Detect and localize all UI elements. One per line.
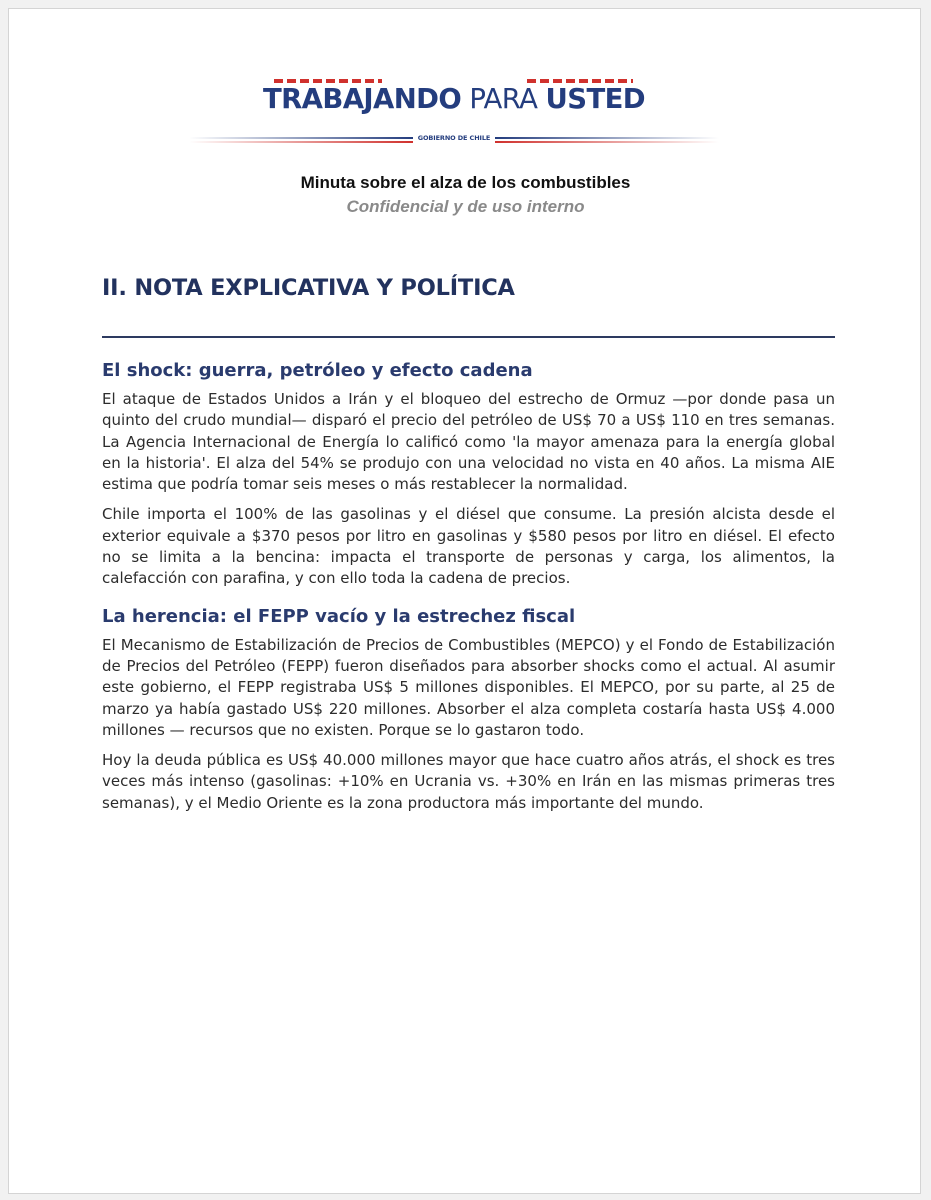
- logo-line-red-left: [189, 141, 413, 143]
- section-herencia: [102, 604, 835, 814]
- paragraph: Chile importa el 100% de las gasolinas y el diésel que consume. La presión alcista desde el exterior equivale a $370 pesos por litro en gasolinas y $580 pesos por litro en diésel. El efecto no se limita a la bencina: impacta el transporte de personas y carga, los alimentos, la calefacción con parafina, y con ello toda la cadena de precios.: [102, 505, 835, 588]
- logo-line-blue-left: [189, 137, 413, 139]
- logo-word-2: PARA: [469, 83, 538, 115]
- logo-title: [189, 83, 719, 115]
- section-heading: La herencia: el FEPP vacío y la estrechez fiscal: [102, 605, 576, 627]
- section-divider: [102, 336, 835, 338]
- paragraph: Hoy la deuda pública es US$ 40.000 millones mayor que hace cuatro años atrás, el shock es tres veces más intenso (gasolinas: +10% en Ucrania vs. +30% en Irán en las mismas primeras tres semanas), y el Medio Oriente es la zona productora más importante del mundo.: [102, 751, 835, 812]
- logo-word-1: TRABAJANDO: [262, 83, 462, 115]
- government-label: GOBIERNO DE CHILE: [417, 134, 491, 142]
- paragraph: El Mecanismo de Estabilización de Precios de Combustibles (MEPCO) y el Fondo de Estabilización de Precios del Petróleo (FEPP) fueron diseñados para absorber shocks como el actual. Al asumir este gobierno, el FEPP registraba US$ 5 millones disponibles. El MEPCO, por su parte, al 25 de marzo ya había gastado US$ 220 millones. Absorber el alza completa costaría hasta US$ 4.000 millones — recursos que no existen. Porque se lo gastaron todo.: [102, 635, 835, 739]
- document-body: [102, 358, 835, 823]
- section-title: II. NOTA EXPLICATIVA Y POLÍTICA: [102, 275, 515, 301]
- logo-word-3: USTED: [545, 83, 646, 115]
- logo-line-blue-right: [495, 137, 719, 139]
- government-logo: [189, 79, 719, 159]
- document-classification: Confidencial y de uso interno: [346, 197, 585, 216]
- logo-divider: [189, 131, 719, 151]
- document-page: [8, 8, 921, 1194]
- section-heading: El shock: guerra, petróleo y efecto cadena: [102, 360, 533, 381]
- logo-line-red-right: [495, 141, 719, 143]
- paragraph: El ataque de Estados Unidos a Irán y el bloqueo del estrecho de Ormuz —por donde pasa un quinto del crudo mundial— disparó el precio del petróleo de US$ 70 a US$ 110 en tres semanas. La Agencia Internacional de Energía lo calificó como 'la mayor amenaza para la energía global en la historia'. El alza del 54% se produjo con una velocidad no vista en 40 años. La misma AIE estima que podría tomar seis meses o más restablecer la normalidad.: [102, 390, 835, 494]
- section-shock: [102, 358, 835, 590]
- document-subject: Minuta sobre el alza de los combustibles: [300, 173, 631, 192]
